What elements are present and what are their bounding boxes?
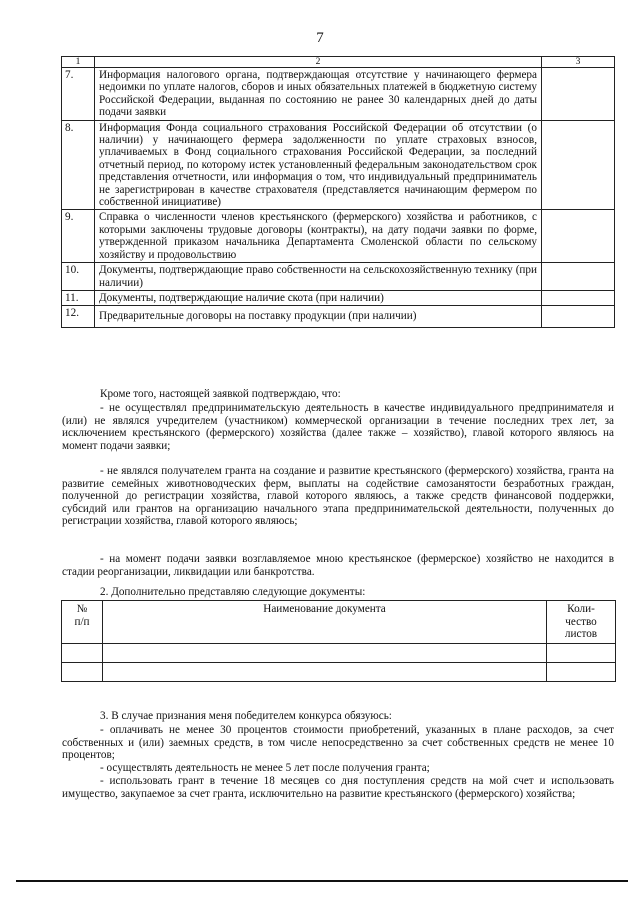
row-number: 8. [62, 120, 95, 210]
section3-item-3: - использовать грант в течение 18 месяцев со дня поступления средств на мой счет и использовать имущество, закупаемое за счет гранта, исключительно на развитие крестьянского (фермерского) хозяйства; [62, 775, 614, 800]
additional-documents-table [61, 600, 616, 682]
row-number: 10. [62, 263, 95, 291]
row-extra [542, 210, 615, 263]
confirm-intro: Кроме того, настоящей заявкой подтверждаю, что: [100, 388, 341, 400]
table-row [62, 68, 615, 121]
row-description: Предварительные договоры на поставку продукции (при наличии) [95, 306, 542, 327]
row-extra [542, 68, 615, 121]
row-number: 12. [62, 306, 95, 327]
section3-item-2: - осуществлять деятельность не менее 5 лет после получения гранта; [100, 762, 430, 774]
table-row [62, 290, 615, 305]
table-row [62, 643, 616, 662]
row-description: Информация налогового органа, подтверждающая отсутствие у начинающего фермера недоимки по уплате налогов, сборов и иных обязательных платежей в бюджетную систему Российской Федерации, выданная по состоянию не ранее 30 календарных дней до даты подачи заявки [95, 68, 542, 121]
empty-cell[interactable] [547, 662, 616, 681]
empty-cell[interactable] [62, 643, 103, 662]
confirm-item-1: - не осуществлял предпринимательскую деятельность в качестве индивидуального предпринимателя и (или) не являлся учредителем (участником) коммерческой организации в течение последних трех лет, за исключением крестьянского (фермерского) хозяйства (далее также – хозяйство), главой которого являюсь на момент подачи заявки; [62, 402, 614, 452]
row-extra [542, 290, 615, 305]
table-row [62, 662, 616, 681]
table-row [62, 210, 615, 263]
row-description: Информация Фонда социального страхования Российской Федерации об отсутствии (о наличии) у начинающего фермера задолженности по уплате страховых взносов, уплачиваемых в Фонд социального страхования Российской Федерации, за последний отчетный период, по которому истек установленный федеральным законодательством срок представления отчетности, или информация о том, что индивидуальный предприниматель не зарегистрирован в качестве страхователя (представляется начинающим фермером по собственной инициативе) [95, 120, 542, 210]
row-extra [542, 120, 615, 210]
row-number: 9. [62, 210, 95, 263]
row-description: Документы, подтверждающие право собственности на сельскохозяйственную технику (при наличии) [95, 263, 542, 291]
section3-heading: 3. В случае признания меня победителем конкурса обязуюсь: [100, 710, 392, 722]
section2-heading: 2. Дополнительно представляю следующие документы: [100, 586, 366, 598]
empty-cell[interactable] [62, 662, 103, 681]
row-extra [542, 263, 615, 291]
page-number: 7 [316, 30, 324, 46]
header-cell-3: 3 [542, 57, 615, 68]
section3-item-1: - оплачивать не менее 30 процентов стоимости приобретений, указанных в плане расходов, за счет собственных и (или) заемных средств, в том числе непосредственно за счет собственных средств не менее 10 процентов; [62, 724, 614, 762]
row-number: 11. [62, 290, 95, 305]
table-header-row [62, 57, 615, 68]
confirm-item-3: - на момент подачи заявки возглавляемое мною крестьянское (фермерское) хозяйство не находится в стадии реорганизации, ликвидации или банкротства. [62, 553, 614, 578]
confirm-item-2: - не являлся получателем гранта на создание и развитие крестьянского (фермерского) хозяйства, гранта на развитие семейных животноводческих ферм, выплаты на содействие самозанятости безработных граждан, полученной до регистрации хозяйства, главой которого являюсь, а также средств финансовой поддержки, субсидий или грантов на организацию начального этапа предпринимательской деятельности, полученных до регистрации хозяйства, главой которого являюсь; [62, 465, 614, 528]
header-sheet-count: Коли- чество листов [547, 601, 616, 644]
table-row [62, 263, 615, 291]
row-description: Справка о численности членов крестьянского (фермерского) хозяйства и работников, с которыми заключены трудовые договоры (контракты), на дату подачи заявки по форме, утвержденной приказом начальника Департамента Смоленской области по сельскому хозяйству и продовольствию [95, 210, 542, 263]
row-number: 7. [62, 68, 95, 121]
row-extra [542, 306, 615, 327]
table-row [62, 306, 615, 327]
footer-rule [16, 880, 628, 882]
row-description: Документы, подтверждающие наличие скота (при наличии) [95, 290, 542, 305]
header-document-name: Наименование документа [103, 601, 547, 644]
empty-cell[interactable] [103, 662, 547, 681]
header-cell-2: 2 [95, 57, 542, 68]
header-cell-1: 1 [62, 57, 95, 68]
table-header-row [62, 601, 616, 644]
empty-cell[interactable] [103, 643, 547, 662]
table-row [62, 120, 615, 210]
header-number: № п/п [62, 601, 103, 644]
documents-table [61, 56, 615, 328]
empty-cell[interactable] [547, 643, 616, 662]
